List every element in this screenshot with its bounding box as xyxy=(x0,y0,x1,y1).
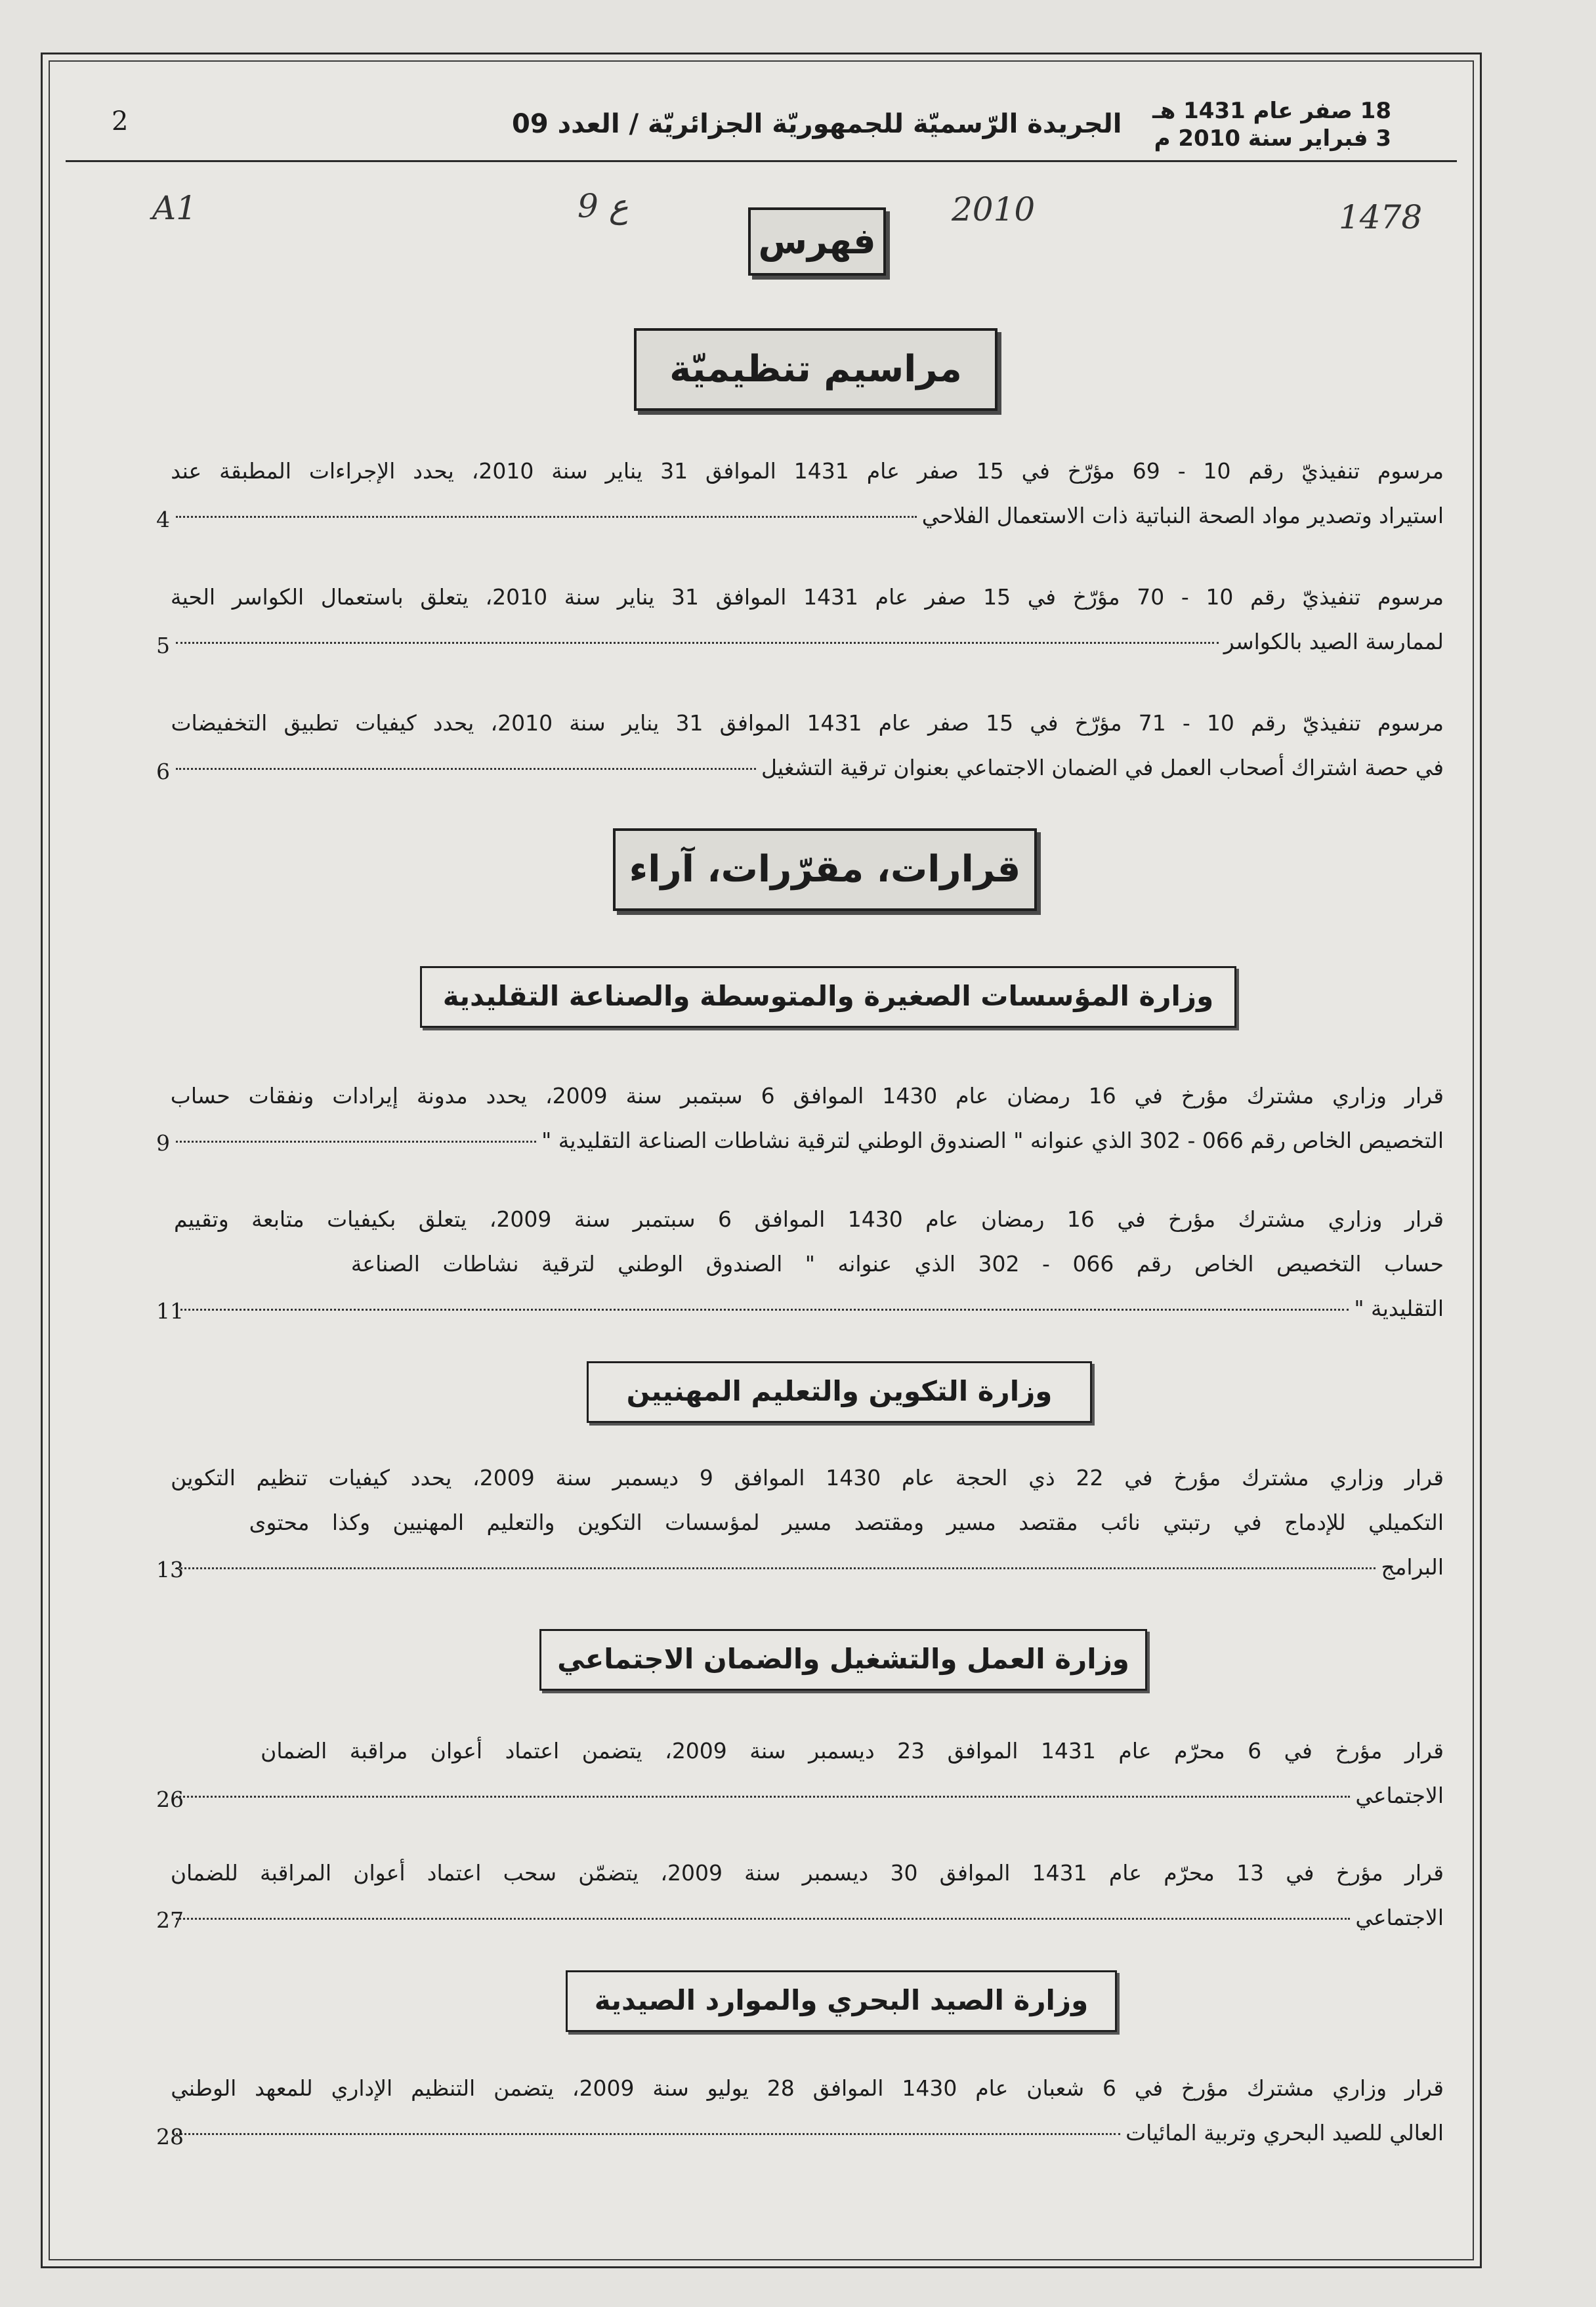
entry-last-line: البرامج xyxy=(1381,1554,1444,1580)
entry-line: قرار وزاري مشترك مؤرخ في 6 شعبان عام 1430 الموافق 28 يوليو سنة 2009، يتضمن التنظيم الإداري للمعهد الوطني xyxy=(171,2075,1444,2101)
entry-page-number: 28 xyxy=(156,2124,184,2149)
index-title: فهرس xyxy=(748,207,886,276)
entry-last-line: لممارسة الصيد بالكواسر xyxy=(1223,629,1444,654)
entry-line: التكميلي للإدماج في رتبتي نائب مقتصد مسير ومقتصد مسير لمؤسسات التكوين والتعليم المهنيين وكذا محتوى xyxy=(249,1510,1444,1535)
entry-page-number: 6 xyxy=(156,759,170,784)
toc-entry xyxy=(171,449,1444,538)
entry-line: قرار وزاري مشترك مؤرخ في 16 رمضان عام 1430 الموافق 6 سبتمبر سنة 2009، يتعلق بكيفيات متابعة وتقييم xyxy=(173,1206,1444,1232)
leader-dots xyxy=(176,642,1219,644)
entry-page-number: 26 xyxy=(156,1787,184,1812)
page-number: 2 xyxy=(112,106,129,137)
hijri-date: 18 صفر عام 1431 هـ xyxy=(1152,98,1391,124)
entry-page-number: 5 xyxy=(156,633,170,658)
leader-dots xyxy=(176,1309,1349,1311)
leader-dots xyxy=(176,1796,1350,1798)
leader-dots xyxy=(176,768,756,770)
entry-line: قرار وزاري مشترك مؤرخ في 16 رمضان عام 1430 الموافق 6 سبتمبر سنة 2009، يحدد مدونة إيرادات ونفقات حساب xyxy=(170,1083,1444,1109)
ministry-heading-fisheries: وزارة الصيد البحري والموارد الصيدية xyxy=(566,1970,1117,2032)
entry-page-number: 27 xyxy=(156,1907,184,1933)
ministry-heading-labour: وزارة العمل والتشغيل والضمان الاجتماعي xyxy=(539,1629,1147,1691)
entry-page-number: 11 xyxy=(156,1298,184,1324)
entry-page-number: 9 xyxy=(156,1130,170,1156)
issue-date xyxy=(1129,97,1391,152)
leader-dots xyxy=(176,1141,536,1143)
toc-entry xyxy=(171,1074,1444,1163)
ministry-heading-vocational: وزارة التكوين والتعليم المهنيين xyxy=(587,1361,1092,1423)
toc-entry xyxy=(171,575,1444,664)
toc-entry xyxy=(171,1851,1444,1940)
entry-page-number: 13 xyxy=(156,1557,184,1582)
decrees-heading: مراسيم تنظيميّة xyxy=(634,328,998,411)
leader-dots xyxy=(176,1918,1350,1920)
gregorian-date: 3 فبراير سنة 2010 م xyxy=(1154,125,1391,152)
entry-line: قرار مؤرخ في 13 محرّم عام 1431 الموافق 30 ديسمبر سنة 2009، يتضمّن سحب اعتماد أعوان المراقبة للضمان xyxy=(170,1860,1444,1886)
handwritten-year: 2010 xyxy=(952,190,1036,228)
entry-last-line: الاجتماعي xyxy=(1355,1905,1444,1930)
entry-page-number: 4 xyxy=(156,507,170,532)
ministry-heading-sme: وزارة المؤسسات الصغيرة والمتوسطة والصناعة التقليدية xyxy=(420,966,1236,1028)
entry-last-line: العالي للصيد البحري وتربية المائيات xyxy=(1125,2120,1444,2146)
toc-entry xyxy=(171,2066,1444,2155)
entry-last-line: التخصيص الخاص رقم 066 - 302 الذي عنوانه " الصندوق الوطني لترقية نشاطات الصناعة التقليدية " xyxy=(541,1128,1444,1153)
entry-last-line: استيراد وتصدير مواد الصحة النباتية ذات الاستعمال الفلاحي xyxy=(921,503,1444,528)
entry-line: مرسوم تنفيذيّ رقم 10 - 70 مؤرّخ في 15 صفر عام 1431 الموافق 31 يناير سنة 2010، يتعلق باستعمال الكواسر الحية xyxy=(170,584,1444,610)
leader-dots xyxy=(176,1567,1376,1569)
running-header xyxy=(66,92,1457,162)
entry-last-line: التقليدية " xyxy=(1354,1296,1444,1321)
toc-entry xyxy=(171,1456,1444,1590)
entry-line: مرسوم تنفيذيّ رقم 10 - 69 مؤرّخ في 15 صفر عام 1431 الموافق 31 يناير سنة 2010، يحدد الإجراءات المطبقة عند xyxy=(171,458,1444,484)
entry-line: مرسوم تنفيذيّ رقم 10 - 71 مؤرّخ في 15 صفر عام 1431 الموافق 31 يناير سنة 2010، يحدد كيفيات تطبيق التخفيضات xyxy=(171,710,1444,736)
handwritten-issue: ع 9 xyxy=(578,187,629,225)
handwritten-number: 1478 xyxy=(1339,198,1423,236)
toc-entry xyxy=(171,1729,1444,1818)
entry-line: قرار مؤرخ في 6 محرّم عام 1431 الموافق 23 ديسمبر سنة 2009، يتضمن اعتماد أعوان مراقبة الضمان xyxy=(261,1738,1444,1764)
entry-last-line: في حصة اشتراك أصحاب العمل في الضمان الاجتماعي بعنوان ترقية التشغيل xyxy=(761,755,1444,780)
entry-line: قرار وزاري مشترك مؤرخ في 22 ذي الحجة عام 1430 الموافق 9 ديسمبر سنة 2009، يحدد كيفيات تنظيم التكوين xyxy=(171,1465,1444,1491)
leader-dots xyxy=(176,516,917,518)
toc-entry xyxy=(171,701,1444,790)
gazette-title: الجريدة الرّسميّة للجمهوريّة الجزائريّة / العدد 09 xyxy=(512,109,1122,139)
leader-dots xyxy=(176,2133,1120,2135)
toc-entry xyxy=(171,1197,1444,1331)
entry-last-line: الاجتماعي xyxy=(1355,1783,1444,1808)
entry-line: حساب التخصيص الخاص رقم 066 - 302 الذي عنوانه " الصندوق الوطني لترقية نشاطات الصناعة xyxy=(350,1251,1444,1277)
handwritten-note-left: A1 xyxy=(152,189,197,227)
decisions-heading: قرارات، مقرّرات، آراء xyxy=(613,828,1037,911)
